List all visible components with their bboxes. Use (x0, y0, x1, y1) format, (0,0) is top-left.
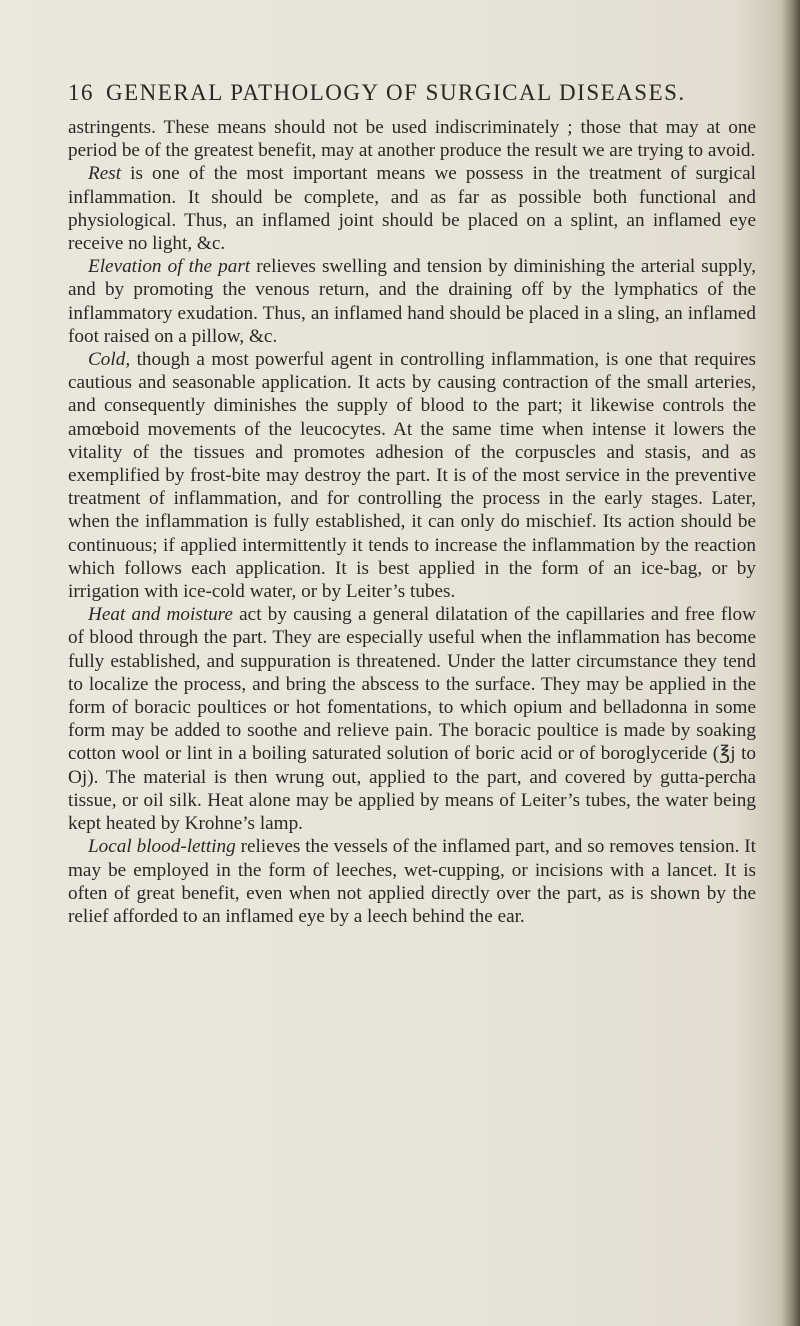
body-text (68, 116, 756, 928)
paragraph-lead: Elevation of the part (88, 256, 251, 278)
running-head (68, 80, 768, 106)
paragraph-lead: Heat and moisture (88, 604, 233, 626)
paragraph-blood-letting (68, 835, 756, 928)
paragraph-lead: Cold, (88, 349, 131, 371)
binding-edge-shadow (782, 0, 800, 1326)
paragraph-elevation (68, 255, 756, 348)
paragraph-rest (68, 162, 756, 255)
paragraph-text: relieves swelling and tension by diminishing the arterial supply, and by promoting the venous return, and the draining off by the lymphatics of the inflammatory exudation. Thus, an inflamed hand should be placed in a sling, an inflamed foot raised on a pillow, &c. (68, 256, 756, 347)
paragraph-text: is one of the most important means we possess in the treatment of surgical inflammation. It should be complete, and as far as possible both functional and physiological. Thus, an inflamed joint should be placed on a splint, an inflamed eye receive no light, &c. (68, 163, 756, 255)
paragraph-text: astringents. These means should not be used indiscriminately ; those that may at one period be of the greatest benefit, may at another produce the result we are trying to avoid. (68, 117, 756, 162)
running-title: GENERAL PATHOLOGY OF SURGICAL DISEASES. (106, 80, 686, 105)
page-number: 16 (68, 80, 94, 105)
paragraph-cold (68, 348, 756, 603)
paragraph-astringents (68, 116, 756, 162)
paragraph-text: though a most powerful agent in controlling inflammation, is one that requires cautious and seasonable application. It acts by causing contraction of the small arteries, and consequently diminishes the supply of blood to the part; it likewise controls the amœboid movements of the leucocytes. At the same time when intense it lowers the vitality of the tissues and promotes adhesion of the corpuscles and stasis, and as exemplified by frost-bite may destroy the part. It is of the most service in the preventive treatment of inflammation, and for controlling the process in the early stages. Later, when the inflammation is fully established, it can only do mischief. Its action should be continuous; if applied intermittently it tends to increase the inflammation by the reaction which follows each application. It is best applied in the form of an ice-bag, or by irrigation with ice-cold water, or by Leiter’s tubes. (68, 349, 756, 603)
paragraph-text: act by causing a general dilatation of the capillaries and free flow of blood through the part. They are especially useful when the inflammation has become fully established, and suppuration is threatened. Under the latter circumstance they tend to localize the process, and bring the abscess to the surface. They may be applied in the form of boracic poultices or hot fomentations, to which opium and belladonna in some form may be added to soothe and relieve pain. The boracic poultice is made by soaking cotton wool or lint in a boiling saturated solution of boric acid or of boroglyceride (℥j to Oj). The material is then wrung out, applied to the part, and covered by gutta-percha tissue, or oil silk. Heat alone may be applied by means of Leiter’s tubes, the water being kept heated by Krohne’s lamp. (68, 604, 756, 835)
paragraph-lead: Local blood-letting (88, 836, 236, 858)
paragraph-heat-moisture (68, 603, 756, 835)
paragraph-lead: Rest (88, 163, 122, 185)
paragraph-text: relieves the vessels of the inflamed part, and so removes tension. It may be employed in the form of leeches, wet-cupping, or incisions with a lancet. It is often of great benefit, even when not applied directly over the part, as is shown by the relief afforded to an inflamed eye by a leech behind the ear. (68, 836, 756, 927)
